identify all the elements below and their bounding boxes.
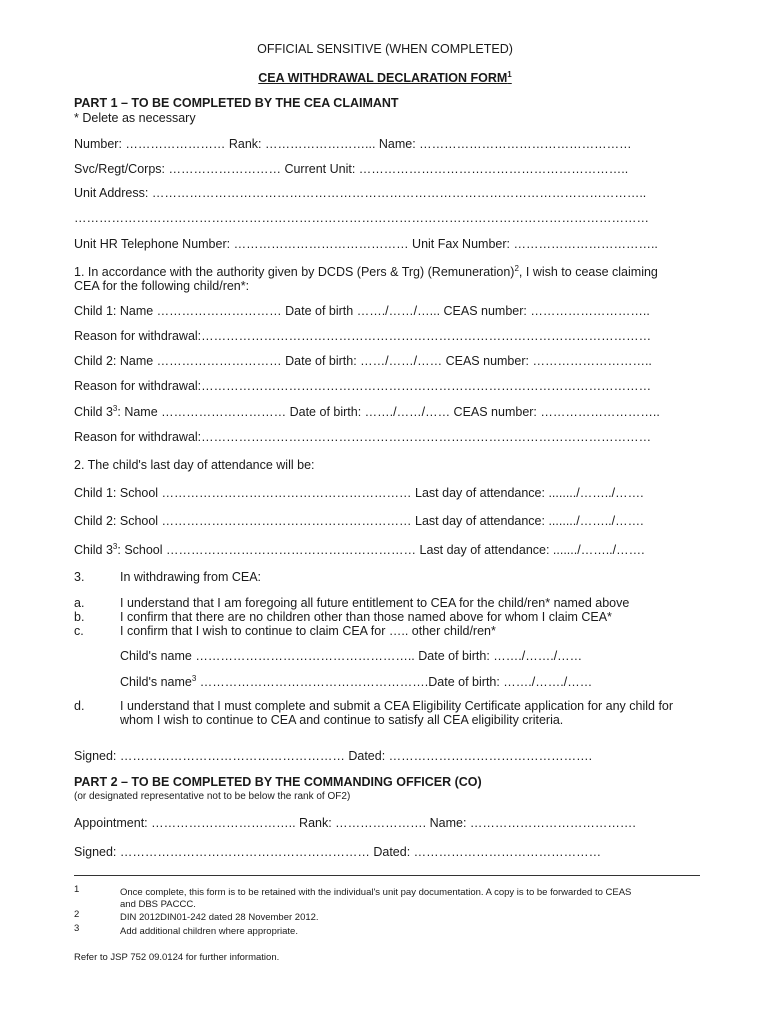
continue-child1-row[interactable]: Child's name …………………………………………….. Date of birth: ……./……./…… [120, 649, 583, 663]
form-title [74, 70, 696, 85]
item-d-line2: whom I wish to continue to CEA and continue to satisfy all CEA eligibility criteria. [120, 713, 564, 727]
child3-footnote-ref: 3 [112, 404, 118, 413]
part2-heading: PART 2 – TO BE COMPLETED BY THE COMMANDING OFFICER (CO) [74, 775, 482, 789]
item-a-label: a. [74, 596, 85, 610]
para1-line2: CEA for the following child/ren*: [74, 279, 250, 293]
footnote-3-num: 3 [74, 923, 80, 934]
item-c-label: c. [74, 624, 84, 638]
row-unit-address-1[interactable]: Unit Address: ……………………………………………………………………………………………………….. [74, 186, 647, 200]
school3-row[interactable] [74, 542, 696, 557]
row-svc-unit[interactable]: Svc/Regt/Corps: ……………………… Current Unit: ……………………………………………………….. [74, 162, 629, 176]
part2-signed-row[interactable]: Signed: …………………………………………………… Dated: ……………………………………… [74, 845, 602, 859]
continue-child2-footnote-ref: 3 [191, 674, 197, 683]
item-c-text: I confirm that I wish to continue to claim CEA for ….. other child/ren* [120, 624, 496, 638]
part2-note: (or designated representative not to be below the rank of OF2) [74, 791, 351, 802]
footnote-1-num: 1 [74, 884, 80, 895]
item-a-text: I understand that I am foregoing all future entitlement to CEA for the child/ren* named above [120, 596, 630, 610]
footnote-1-text-line1: Once complete, this form is to be retained with the individual's unit pay documentation. A copy is to be forwarded to CEAS [120, 887, 632, 898]
item-b-label: b. [74, 610, 85, 624]
footnote-1-text-line2: and DBS PACCC. [120, 899, 196, 910]
reason2-row[interactable]: Reason for withdrawal:……………………………………………………………………………………………… [74, 379, 652, 393]
child3-fields[interactable]: : Name ………………………… Date of birth: ……./……/…… CEAS number: ……………………….. [117, 405, 660, 420]
footnote-3-text: Add additional children where appropriate. [120, 926, 298, 937]
item-b [74, 610, 696, 624]
para3-number: 3. [74, 570, 85, 584]
child1-row[interactable]: Child 1: Name ………………………… Date of birth ……./……/…... CEAS number: ……………………….. [74, 304, 650, 318]
school3-label: Child 3 [74, 543, 113, 558]
child2-row[interactable]: Child 2: Name ………………………… Date of birth: ……/……/…… CEAS number: ……………………….. [74, 354, 652, 368]
part2-appointment-row[interactable]: Appointment: …………………………….. Rank: …………………. Name: …………………………………. [74, 816, 636, 830]
continue-child2-row[interactable] [120, 674, 696, 689]
part1-heading: PART 1 – TO BE COMPLETED BY THE CEA CLAIMANT [74, 96, 399, 110]
continue-child2-label: Child's name [120, 675, 192, 690]
para3-text: In withdrawing from CEA: [120, 570, 262, 584]
reason1-row[interactable]: Reason for withdrawal:……………………………………………………………………………………………… [74, 329, 652, 343]
form-title-text: CEA WITHDRAWAL DECLARATION FORM [258, 71, 508, 86]
school2-row[interactable]: Child 2: School …………………………………………………… Last day of attendance: ......../……../……. [74, 514, 644, 528]
title-footnote-ref: 1 [507, 70, 512, 79]
school3-footnote-ref: 3 [112, 542, 118, 551]
reason3-row[interactable]: Reason for withdrawal:……………………………………………………………………………………………… [74, 430, 652, 444]
part1-signed-row[interactable]: Signed: ……………………………………………… Dated: …………………………………………. [74, 749, 593, 763]
para1-footnote-ref: 2 [514, 264, 519, 273]
row-number-rank-name[interactable]: Number: …………………… Rank: ……………………... Name: …………………………………………… [74, 137, 632, 151]
child3-row[interactable] [74, 404, 696, 419]
para3 [74, 570, 696, 584]
footnote-divider [74, 875, 700, 876]
delete-note: * Delete as necessary [74, 111, 196, 125]
row-phone-fax[interactable]: Unit HR Telephone Number: …………………………………… Unit Fax Number: …………………………….. [74, 237, 658, 251]
para1-text-b: , I wish to cease claiming [518, 265, 658, 280]
item-a [74, 596, 696, 610]
refer-note: Refer to JSP 752 09.0124 for further information. [74, 952, 280, 963]
continue-child2-fields[interactable]: ……………………………………………….Date of birth: ……./……./…… [196, 675, 593, 690]
para1-line1 [74, 264, 696, 279]
item-d-label: d. [74, 699, 85, 713]
item-c [74, 624, 696, 638]
child3-label: Child 3 [74, 405, 113, 420]
footnote-2-num: 2 [74, 909, 80, 920]
row-unit-address-2[interactable]: ………………………………………………………………………………………………………………………… [74, 211, 649, 225]
school3-fields[interactable]: : School …………………………………………………… Last day of attendance: ......./……../……. [117, 543, 645, 558]
para1-text-a: 1. In accordance with the authority given by DCDS (Pers & Trg) (Remuneration) [74, 265, 515, 280]
para2: 2. The child's last day of attendance will be: [74, 458, 315, 472]
footnote-2-text: DIN 2012DIN01-242 dated 28 November 2012. [120, 912, 319, 923]
item-d-line1 [74, 699, 696, 713]
item-b-text: I confirm that there are no children other than those named above for whom I claim CEA* [120, 610, 612, 624]
school1-row[interactable]: Child 1: School …………………………………………………… Last day of attendance: ......../……../……. [74, 486, 644, 500]
header-classification: OFFICIAL SENSITIVE (WHEN COMPLETED) [257, 42, 513, 56]
item-d-text-1: I understand that I must complete and submit a CEA Eligibility Certificate application for any child for [120, 699, 674, 713]
